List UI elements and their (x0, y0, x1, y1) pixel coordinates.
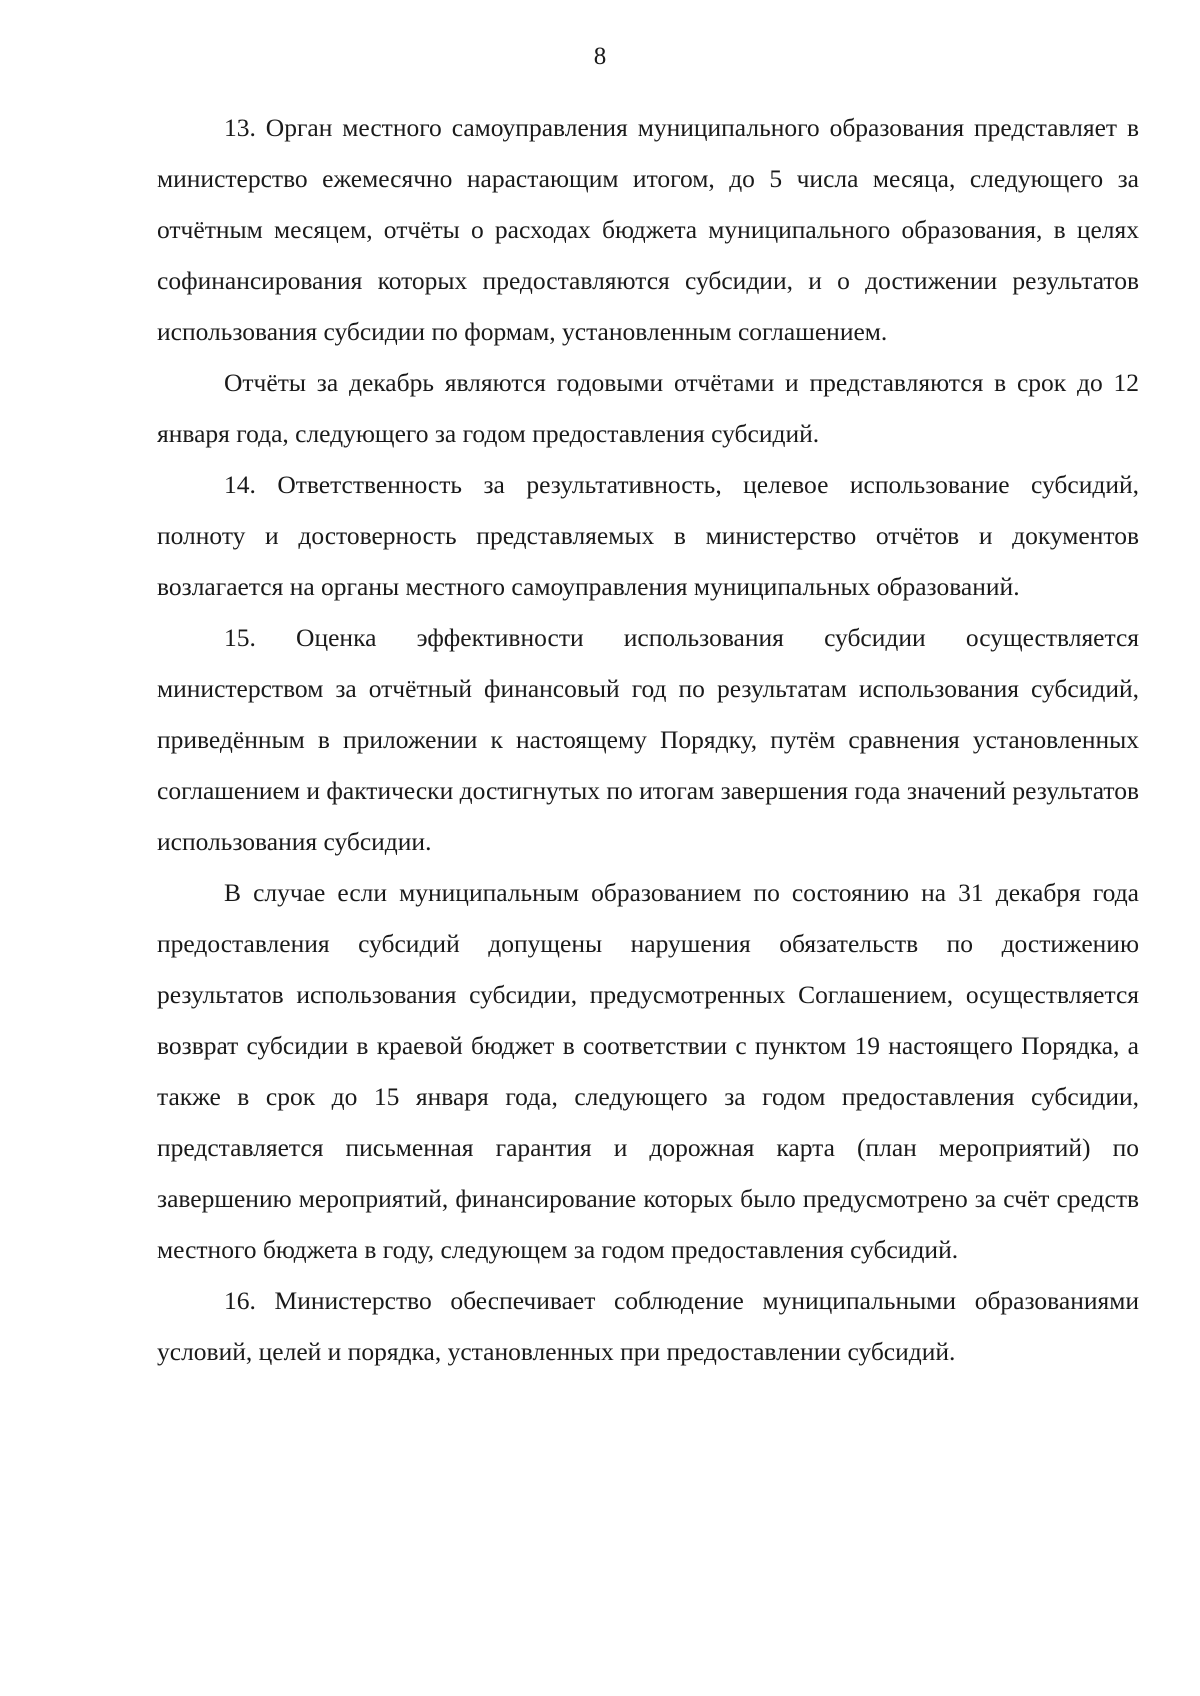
paragraph-item-16: 16. Министерство обеспечивает соблюдение муниципальными образованиями условий, целей и порядка, установленных при предоставлении субсидий. (157, 1286, 1139, 1366)
paragraph-item-13: 13. Орган местного самоуправления муниципального образования представляет в министерство ежемесячно нарастающим итогом, до 5 числа месяца, следующего за отчётным месяцем, отчёты о расходах бюджета муниципального образования, в целях софинансирования которых предоставляются субсидии, и о достижении результатов использования субсидии по формам, установленным соглашением. (157, 113, 1139, 346)
paragraph-item-14: 14. Ответственность за результативность, целевое использование субсидий, полноту и достоверность представляемых в министерство отчётов и документов возлагается на органы местного самоуправления муниципальных образований. (157, 470, 1139, 601)
document-body (157, 102, 1139, 1377)
paragraph-item-15: 15. Оценка эффективности использования субсидии осуществляется министерством за отчётный финансовый год по результатам использования субсидий, приведённым в приложении к настоящему Порядку, путём сравнения установленных соглашением и фактически достигнутых по итогам завершения года значений результатов использования субсидии. (157, 623, 1139, 856)
page-number: 8 (593, 43, 607, 70)
paragraph-violation-case: В случае если муниципальным образованием по состоянию на 31 декабря года предоставления субсидий допущены нарушения обязательств по достижению результатов использования субсидии, предусмотренных Соглашением, осуществляется возврат субсидии в краевой бюджет в соответствии с пунктом 19 настоящего Порядка, а также в срок до 15 января года, следующего за годом предоставления субсидии, представляется письменная гарантия и дорожная карта (план мероприятий) по завершению мероприятий, финансирование которых было предусмотрено за счёт средств местного бюджета в году, следующем за годом предоставления субсидий. (157, 878, 1139, 1264)
paragraph-december-reports: Отчёты за декабрь являются годовыми отчётами и представляются в срок до 12 января года, следующего за годом предоставления субсидий. (157, 368, 1139, 448)
